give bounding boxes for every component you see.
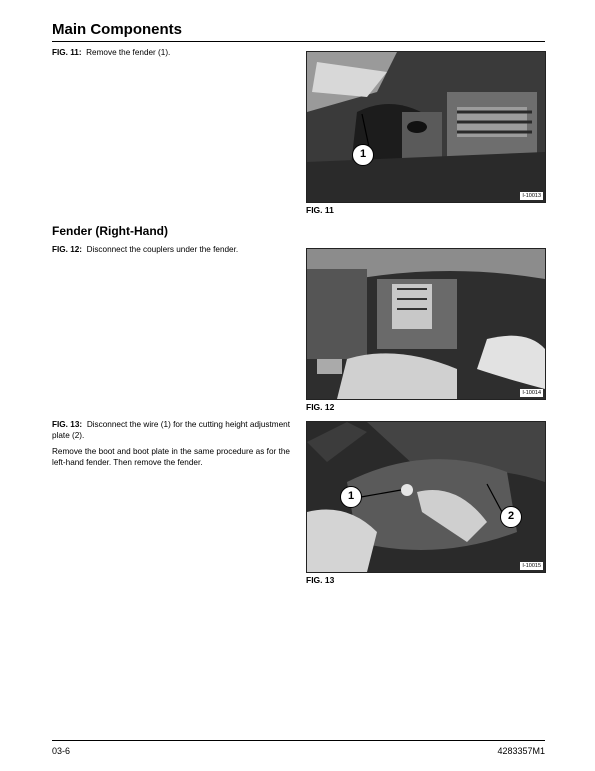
fig11-caption: FIG. 11 [306, 205, 334, 215]
fig13-image-id: I-10015 [522, 563, 541, 569]
fig12-text: Disconnect the couplers under the fender. [86, 245, 239, 254]
footer-page-number: 03-6 [52, 746, 71, 756]
fig13-callout-2: 2 [500, 506, 522, 528]
fig12-instruction [52, 245, 290, 256]
header-rule [52, 41, 545, 42]
page-title: Main Components [52, 21, 182, 38]
fig11-callout-1: 1 [352, 144, 374, 166]
section-subheading: Fender (Right-Hand) [52, 224, 168, 238]
fig13-callout-1: 1 [340, 486, 362, 508]
fig12-photo [306, 248, 546, 400]
fig12-image-id: I-10014 [522, 390, 541, 396]
footer-rule [52, 740, 545, 741]
fig13-photo [306, 421, 546, 573]
fig13-ref: FIG. 13: [52, 420, 83, 429]
fig13-caption: FIG. 13 [306, 575, 335, 585]
fig12-ref: FIG. 12: [52, 245, 83, 254]
fig11-ref: FIG. 11: [52, 48, 82, 57]
fig13-instruction [52, 420, 290, 441]
fig11-text: Remove the fender (1). [86, 48, 171, 57]
fig12-caption: FIG. 12 [306, 402, 335, 412]
footer-document-number: 4283357M1 [497, 746, 545, 756]
fig11-photo [306, 51, 546, 203]
fig11-instruction [52, 48, 290, 59]
fig11-image-id: I-10013 [522, 193, 541, 199]
fig13-text: Disconnect the wire (1) for the cutting height adjustment plate (2). [52, 420, 290, 440]
fig13-instruction-2: Remove the boot and boot plate in the same procedure as for the left-hand fender. Then remove the fender. [52, 447, 290, 467]
